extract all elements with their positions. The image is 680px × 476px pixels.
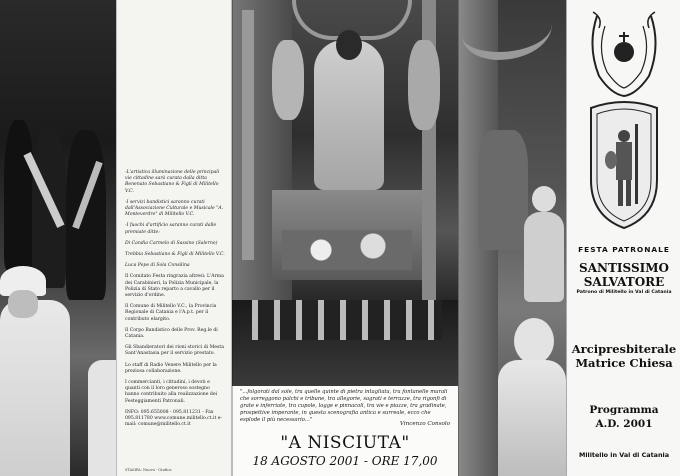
quote-text: "...folgorati dal sole, tra quelle quinte di pietra intagliata, tra fontanelle murali che sorreggono palchi e tribune, tra allegorie, sagrati e terrazze, tra rigonfi di grate e inferriate, tra cupole, logge e pinnacoli, tra vie e piazze, tra gradinate, prospettive imperante, in questa scenografia antica e surreale, ecco che esplode il più necessario..." [240, 389, 448, 423]
shield-coat-of-arms-icon [585, 100, 663, 232]
curtain-drape [462, 0, 552, 60]
cathedral-columns [242, 10, 254, 260]
credits-fireworks: -I fuochi d'artificio saranno curati dalle premiate ditte: [125, 223, 217, 235]
photo-figure [4, 120, 34, 270]
credits-fireworks-firm-3: Luca Pepe di Sola Consilina [125, 263, 190, 269]
print-credit: STAMPA: Nuova - Grafica [125, 468, 172, 472]
statue-procession-photo [232, 0, 458, 386]
program-label: Programma [589, 404, 659, 416]
child-body [524, 212, 564, 302]
church-line-2: Matrice Chiesa [575, 356, 673, 370]
police-officer-2 [88, 360, 116, 476]
statue-head [336, 30, 362, 60]
program-year: A.D. 2001 [595, 418, 653, 430]
quote-author: Vincenzo Consolo [399, 421, 450, 427]
statue-figure [478, 130, 528, 250]
procession-photo-right [458, 0, 566, 476]
police-officer-face [8, 290, 38, 318]
credits-panel [116, 0, 232, 476]
event-title: "A NISCIUTA" [280, 433, 410, 453]
procession-photo-left [0, 0, 116, 476]
angel-left [272, 40, 304, 120]
fold-line [232, 0, 233, 476]
bearer-arms [252, 300, 442, 340]
police-officer [0, 300, 70, 476]
title-card [566, 0, 680, 476]
credits-fireworks-firm-2: Trebbia Sebastiano & Figli di Militello V.C. [125, 252, 225, 258]
fold-line [458, 0, 459, 476]
saint-name-line-2: SALVATORE [583, 275, 665, 289]
woman-face [514, 318, 554, 364]
credits-radio: Lo staff di Radio Venere Militello per la preziosa collaborazione. [125, 362, 217, 374]
angel-right [408, 40, 440, 130]
center-panel [232, 0, 458, 476]
credits-municipality: Il Comune di Militello V.C., la Provincia Regionale di Catania e l'A.p.t. per il contributo elargito. [125, 304, 217, 322]
credits-lighting: -L'artistica illuminazione delle principali vie cittadine sarà curata dalla ditta Benenato Sebastiano & Figli di Militello V.C. [125, 170, 220, 194]
event-date: 18 AGOSTO 2001 - ORE 17,00 [252, 454, 438, 468]
credits-citizens: I commercianti, i cittadini, i devoti e quanti con il loro generoso sostegno hanno contribuito alla realizzazione dei Festeggiamenti Patronali. [125, 380, 218, 404]
photo-figure [66, 130, 106, 300]
credits-flag-wavers: Gli Sbandieratori dei rioni storici di Mesta Sant'Anastasia per il servizio prestato. [125, 345, 224, 357]
credits-info: INFO: 095.655008 - 095.811231 - Fax 095.811780 www.comune.militello.ct.it e-mail: comune@militello.ct.it [125, 409, 223, 428]
credits-band: -I servizi bandistici saranno curati dall'Associazione Culturale e Musicale "A. Monteverdre" di Militello V.C. [125, 199, 224, 218]
child-face [532, 186, 556, 212]
patron-subtitle: Patrono di Militello in Val di Catania [576, 290, 672, 295]
credits-fireworks-firm-1: Di Candia Carmelo di Sassino (Salerno) [125, 240, 218, 246]
woman-body [498, 360, 566, 476]
credits-band-corps: Il Corpo Bandistico delle Prov. Reg.le di Catania. [125, 327, 218, 340]
place-label: Militello in Val di Catania [578, 451, 670, 459]
flowers [282, 230, 412, 270]
saint-name-line-1: SANTISSIMO [579, 261, 669, 275]
crest-icon [587, 6, 661, 98]
church-line-1: Arcipresbiterale [571, 342, 677, 356]
saint-statue [314, 40, 384, 190]
festa-patronale-label: FESTA PATRONALE [578, 245, 670, 254]
credits-thanks: Il Comitato Festa ringrazia altresì: L'Arma dei Carabinieri, la Polizia Municipale, la Polizia di Stato reparto a cavallo per il servizio d'ordine. [125, 274, 224, 299]
